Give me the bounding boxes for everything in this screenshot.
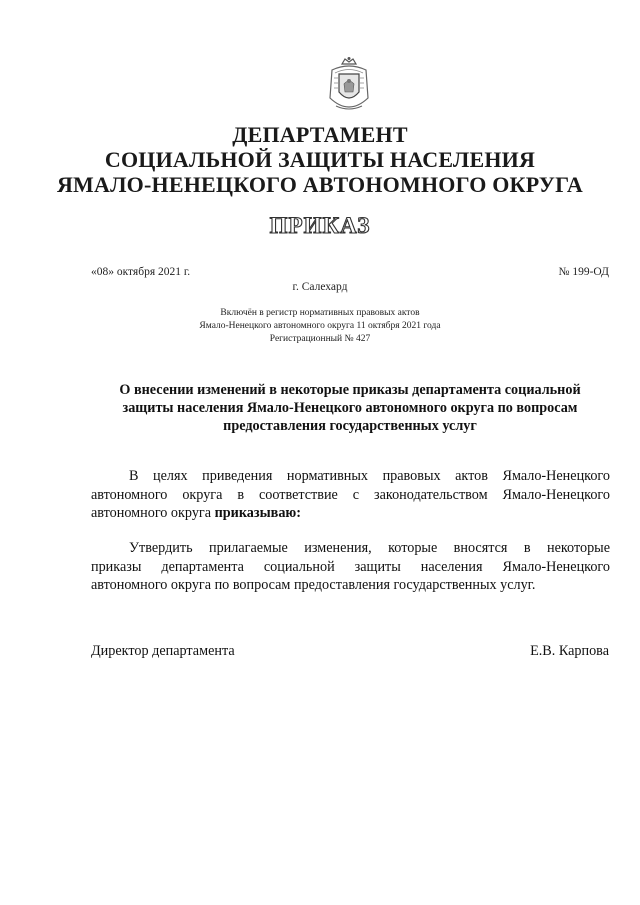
order-city: г. Салехард <box>292 281 348 293</box>
preamble-line-2: автономного округа в соответствие с законодательством Ямало-Ненецкого <box>91 486 610 503</box>
coat-of-arms-icon <box>326 56 372 118</box>
subject-line-3: предоставления государственных услуг <box>223 418 477 434</box>
order-date: «08» октября 2021 г. <box>91 266 191 278</box>
department-title-line-3: ЯМАЛО-НЕНЕЦКОГО АВТОНОМНОГО ОКРУГА <box>56 172 584 197</box>
department-title-line-2: СОЦИАЛЬНОЙ ЗАЩИТЫ НАСЕЛЕНИЯ <box>104 147 536 172</box>
directive-line-2: приказы департамента социальной защиты населения Ямало-Ненецкого <box>91 558 610 575</box>
preamble-line-3 <box>91 504 610 523</box>
preamble-line-1: В целях приведения нормативных правовых актов Ямало-Ненецкого <box>129 468 610 484</box>
document-type-title: ПРИКАЗ <box>269 213 371 238</box>
signatory-position: Директор департамента <box>91 643 235 659</box>
signatory-name: Е.В. Карпова <box>530 643 609 659</box>
directive-line-3: автономного округа по вопросам предоставления государственных услуг. <box>91 577 536 593</box>
preamble-line-3-text: автономного округа <box>91 505 212 521</box>
registry-note <box>0 307 640 346</box>
department-title-line-1: ДЕПАРТАМЕНТ <box>232 122 408 147</box>
registry-line-1: Включён в регистр нормативных правовых актов <box>220 308 420 318</box>
subject-line-1: О внесении изменений в некоторые приказы департамента социальной <box>119 382 581 398</box>
registry-line-2: Ямало-Ненецкого автономного округа 11 октября 2021 года <box>199 321 441 331</box>
registry-line-3: Регистрационный № 427 <box>269 334 371 344</box>
order-keyword: приказываю: <box>214 505 301 521</box>
directive-line-1: Утвердить прилагаемые изменения, которые вносятся в некоторые <box>129 540 610 556</box>
preamble-paragraph <box>91 467 610 523</box>
subject-line-2: защиты населения Ямало-Ненецкого автономного округа по вопросам <box>122 400 578 416</box>
order-number: № 199-ОД <box>558 266 609 278</box>
directive-paragraph <box>91 539 610 595</box>
order-subject <box>80 381 620 435</box>
